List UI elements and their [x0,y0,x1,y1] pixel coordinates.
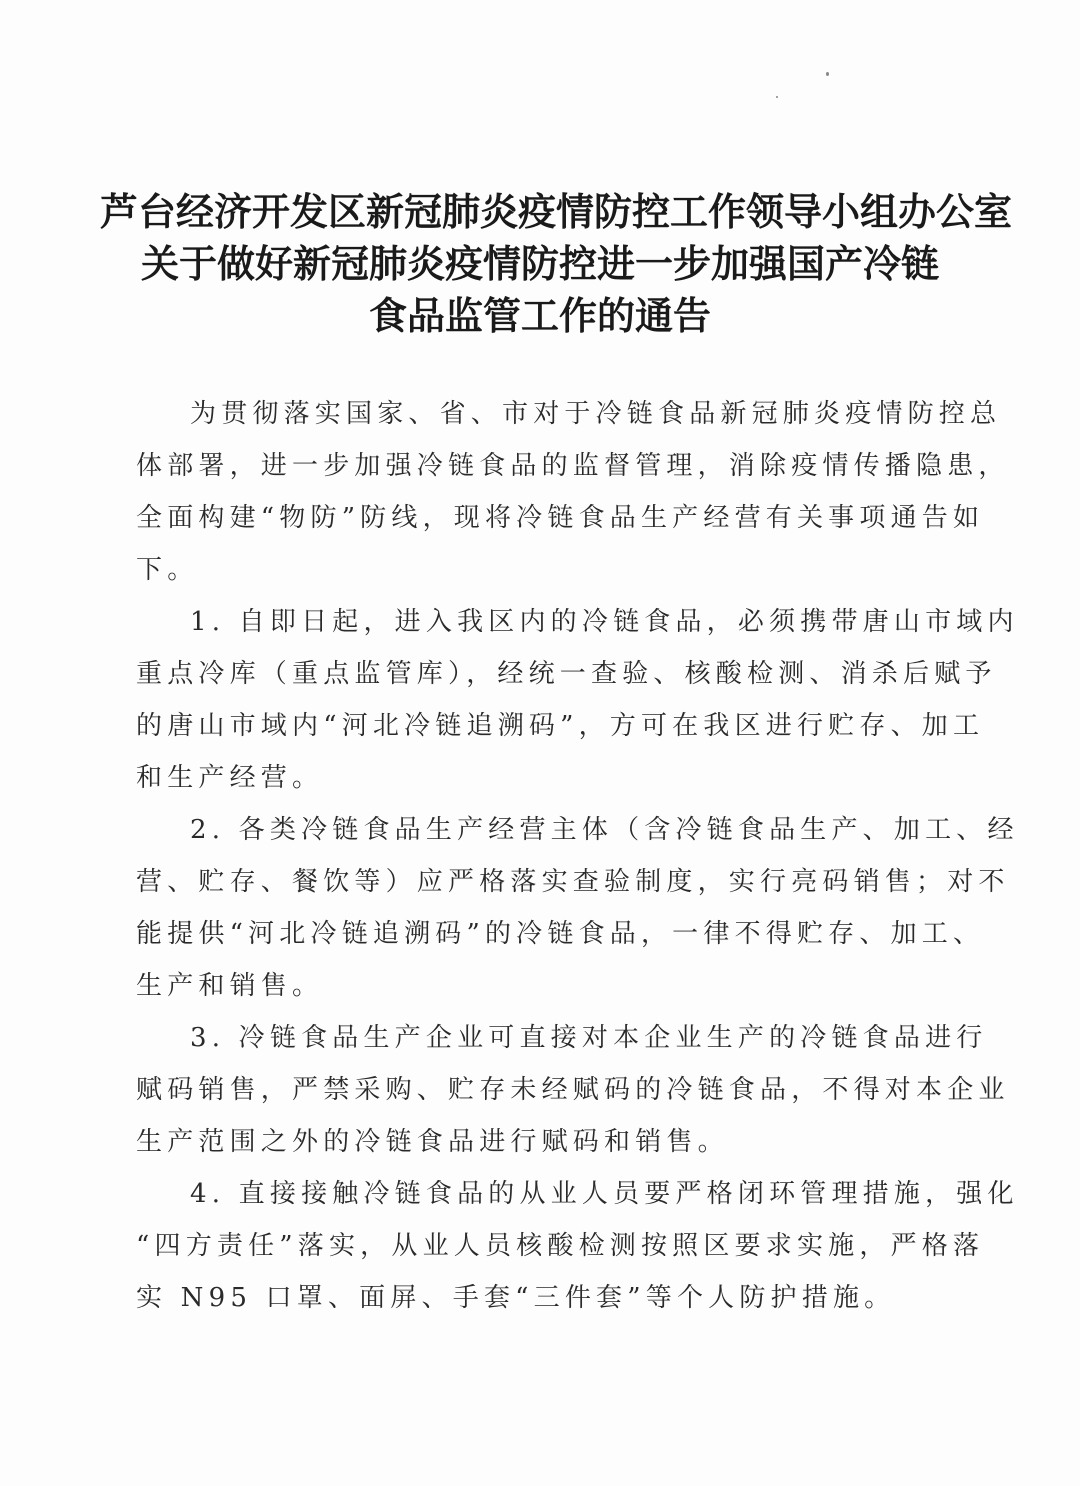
text-line: 能提供“河北冷链追溯码”的冷链食品，一律不得贮存、加工、 [136,919,985,949]
document-title [100,186,1013,342]
text-line: 的唐山市域内“河北冷链追溯码”，方可在我区进行贮存、加工 [136,711,985,741]
text-line: 1. 自即日起，进入我区内的冷链食品，必须携带唐山市域内 [190,607,1019,637]
text-line: 下。 [136,555,199,585]
title-line: 关于做好新冠肺炎疫情防控进一步加强国产冷链 [140,241,939,286]
text-line: 赋码销售，严禁采购、贮存未经赋码的冷链食品，不得对本企业 [136,1075,1010,1105]
paragraph-item-2 [136,804,1019,1012]
text-line: 实 N95 口罩、面屏、手套“三件套”等个人防护措施。 [136,1283,896,1313]
scan-speck [826,72,829,76]
title-line: 芦台经济开发区新冠肺炎疫情防控工作领导小组办公室 [100,189,1013,234]
document-body [136,388,1019,1324]
scan-speck [776,96,778,98]
text-line: 4. 直接接触冷链食品的从业人员要严格闭环管理措施，强化 [190,1179,1019,1209]
paragraph-item-1 [136,596,1019,804]
text-line: 全面构建“物防”防线，现将冷链食品生产经营有关事项通告如 [136,503,985,533]
text-line: “四方责任”落实，从业人员核酸检测按照区要求实施，严格落 [136,1231,985,1261]
text-line: 和生产经营。 [136,763,324,793]
text-line: 3. 冷链食品生产企业可直接对本企业生产的冷链食品进行 [190,1023,988,1053]
text-line: 2. 各类冷链食品生产经营主体（含冷链食品生产、加工、经 [190,815,1019,845]
text-line: 为贯彻落实国家、省、市对于冷链食品新冠肺炎疫情防控总 [190,399,1002,429]
text-line: 生产和销售。 [136,971,324,1001]
paragraph-intro [136,388,1010,596]
text-line: 重点冷库（重点监管库），经统一查验、核酸检测、消杀后赋予 [136,659,997,689]
text-line: 营、贮存、餐饮等）应严格落实查验制度，实行亮码销售；对不 [136,867,1010,897]
text-line: 生产范围之外的冷链食品进行赋码和销售。 [136,1127,729,1157]
text-line: 体部署，进一步加强冷链食品的监督管理，消除疫情传播隐患， [136,451,1010,481]
title-line: 食品监管工作的通告 [368,293,711,338]
paragraph-item-3 [136,1012,1010,1168]
paragraph-item-4 [136,1168,1019,1324]
